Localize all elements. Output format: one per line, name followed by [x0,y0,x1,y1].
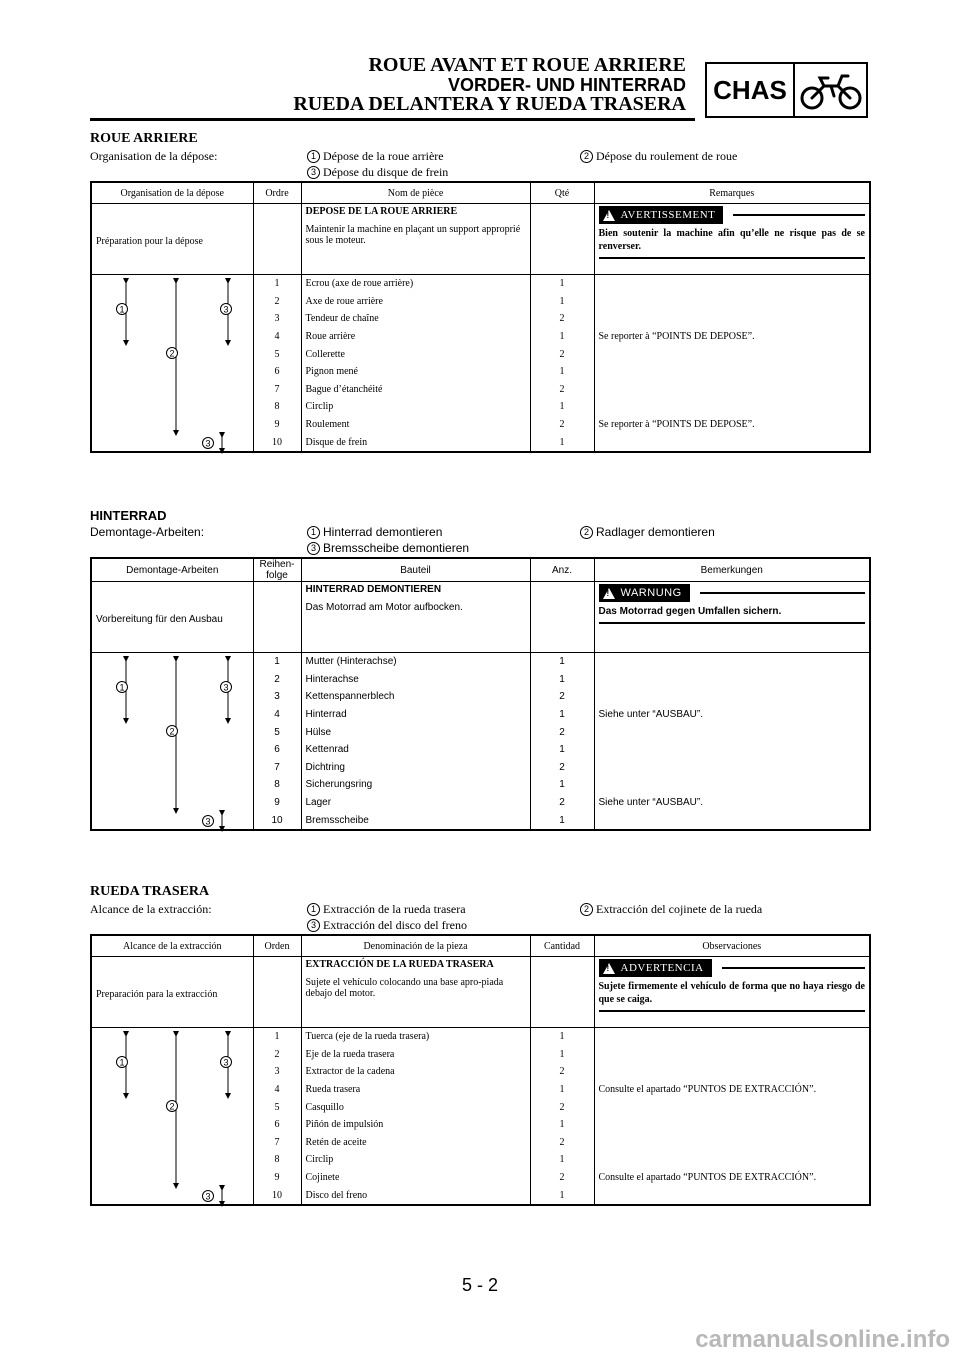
item-qty: 1 [530,1186,594,1205]
col-header: Qté [530,182,594,204]
step-marker-2-label: 2 [169,726,175,737]
item-qty: 2 [530,759,594,777]
item-qty: 1 [530,1081,594,1099]
scope-item-3: 3 Bremsscheibe demontieren [307,541,469,555]
col-header: Bemerkungen [594,558,870,582]
step-diagram [91,653,253,830]
prep-label: Vorbereitung für den Ausbau [91,582,253,653]
item-name: Bague d’étanchéité [301,381,530,399]
item-remark [594,723,870,741]
table-row [91,275,870,293]
prep-row [91,204,870,275]
item-remark [594,759,870,777]
item-qty: 1 [530,328,594,346]
item-order: 4 [253,706,301,724]
item-order: 10 [253,1186,301,1205]
item-order: 5 [253,1098,301,1116]
warning-cell [594,957,870,1028]
item-order: 4 [253,1081,301,1099]
scope-block [90,900,869,934]
col-header: Ordre [253,182,301,204]
item-order: 1 [253,653,301,671]
table-header [91,935,870,957]
prep-text: Maintenir la machine en plaçant un support approprié sous le moteur. [305,224,521,246]
item-name: Mutter (Hinterachse) [301,653,530,671]
item-order: 8 [253,776,301,794]
step-marker-2-label: 2 [169,1101,175,1112]
step-diagram [91,1028,253,1205]
step-marker-2-label: 2 [169,348,175,359]
table-row [91,1028,870,1046]
col-header: Reihen-folge [253,558,301,582]
parts-table [90,181,871,453]
step-marker-1-label: 1 [119,682,125,693]
item-name: Casquillo [301,1098,530,1116]
scope-item-2: 2 Radlager demontieren [580,525,715,539]
item-name: Axe de roue arrière [301,293,530,311]
item-qty: 1 [530,741,594,759]
page-number: 5 - 2 [461,1275,499,1295]
item-remark: Se reporter à “POINTS DE DEPOSE”. [594,416,870,434]
item-name: Pignon mené [301,363,530,381]
parts-table [90,934,871,1206]
item-name: Collerette [301,345,530,363]
scope-label: Demontage-Arbeiten: [90,525,205,539]
warning-text: Das Motorrad gegen Umfallen sichern. [599,605,866,624]
item-name: Bremsscheibe [301,811,530,830]
table-row [91,653,870,671]
item-order: 5 [253,345,301,363]
item-name: Retén de aceite [301,1134,530,1152]
section-title: HINTERRAD [90,508,167,523]
header-title-de: VORDER- UND HINTERRAD [448,75,686,95]
item-qty: 2 [530,310,594,328]
item-order: 8 [253,1151,301,1169]
item-order: 3 [253,688,301,706]
step-marker: 2 [580,526,593,539]
item-qty: 2 [530,1134,594,1152]
item-remark [594,653,870,671]
warning-icon [603,210,615,221]
item-remark [594,433,870,452]
step-marker: 3 [307,542,320,555]
item-qty: 1 [530,293,594,311]
item-order: 2 [253,293,301,311]
item-name: Hinterrad [301,706,530,724]
item-remark [594,1028,870,1046]
header-title-es: RUEDA DELANTERA Y RUEDA TRASERA [293,93,686,115]
item-remark [594,275,870,293]
item-name: Lager [301,794,530,812]
item-name: Circlip [301,398,530,416]
operation-title: DEPOSE DE LA ROUE ARRIERE [305,206,458,217]
prep-text: Das Motorrad am Motor aufbocken. [305,602,463,613]
item-rows [91,1028,870,1205]
item-name: Ecrou (axe de roue arrière) [301,275,530,293]
step-diagram [91,275,253,452]
item-remark [594,1116,870,1134]
item-order: 2 [253,1046,301,1064]
col-header: Remarques [594,182,870,204]
item-qty: 1 [530,706,594,724]
item-qty: 1 [530,1046,594,1064]
operation-title: EXTRACCIÓN DE LA RUEDA TRASERA [305,959,494,970]
item-qty: 2 [530,345,594,363]
prep-text: Sujete el vehículo colocando una base apro-piada debajo del motor. [305,977,504,999]
scope-label: Alcance de la extracción: [90,902,212,916]
item-remark [594,1134,870,1152]
item-name: Dichtring [301,759,530,777]
step-marker-3-label: 3 [223,304,229,315]
warning-box [599,584,866,624]
item-order: 1 [253,1028,301,1046]
scope-item-1: 1 Dépose de la roue arrière [307,149,444,164]
item-qty: 2 [530,1063,594,1081]
warning-cell [594,582,870,653]
prep-cell [301,582,530,653]
item-qty: 1 [530,776,594,794]
col-header: Demontage-Arbeiten [91,558,253,582]
item-order: 1 [253,275,301,293]
warning-text: Bien soutenir la machine afin qu’elle ne risque pas de se renverser. [599,227,866,259]
item-order: 10 [253,811,301,830]
item-remark [594,310,870,328]
item-remark [594,1186,870,1205]
item-order: 6 [253,741,301,759]
item-qty: 1 [530,1151,594,1169]
col-header: Nom de pièce [301,182,530,204]
item-name: Hinterachse [301,671,530,689]
item-remark [594,811,870,830]
header-title-fr: ROUE AVANT ET ROUE ARRIERE [368,54,686,76]
scope-item-3: 3 Dépose du disque de frein [307,165,448,180]
item-name: Piñón de impulsión [301,1116,530,1134]
col-header: Alcance de la extracción [91,935,253,957]
item-order: 10 [253,433,301,452]
item-name: Disque de frein [301,433,530,452]
col-header: Orden [253,935,301,957]
section-title: ROUE ARRIERE [90,131,198,146]
item-remark [594,776,870,794]
item-qty: 1 [530,275,594,293]
warning-box [599,959,866,1012]
item-remark: Se reporter à “POINTS DE DEPOSE”. [594,328,870,346]
scope-item-3: 3 Extracción del disco del freno [307,918,467,933]
item-remark [594,398,870,416]
table-header [91,182,870,204]
item-qty: 2 [530,381,594,399]
step-marker-3-disc-label: 3 [205,816,211,827]
col-header: Anz. [530,558,594,582]
item-name: Hülse [301,723,530,741]
item-order: 9 [253,1169,301,1187]
item-qty: 1 [530,671,594,689]
warning-icon [603,588,615,599]
step-marker: 2 [580,903,593,916]
item-remark: Consulte el apartado “PUNTOS DE EXTRACCIÓN”. [594,1081,870,1099]
warning-label: ADVERTENCIA [620,962,704,974]
item-remark [594,1046,870,1064]
section-es [90,884,869,1206]
item-order: 4 [253,328,301,346]
prep-label: Préparation pour la dépose [91,204,253,275]
item-name: Kettenrad [301,741,530,759]
step-marker: 1 [307,903,320,916]
item-remark [594,1063,870,1081]
item-order: 3 [253,310,301,328]
item-name: Extractor de la cadena [301,1063,530,1081]
item-order: 8 [253,398,301,416]
item-qty: 1 [530,363,594,381]
item-remark [594,1151,870,1169]
scope-block [90,147,869,181]
scope-block [90,523,869,557]
warning-icon [603,963,615,974]
step-marker: 1 [307,526,320,539]
col-header: Observaciones [594,935,870,957]
section-de [90,508,869,831]
item-remark [594,671,870,689]
item-qty: 1 [530,398,594,416]
scope-item-1: 1 Extracción de la rueda trasera [307,902,466,917]
prep-label: Preparación para la extracción [91,957,253,1028]
step-marker-3-disc-label: 3 [205,1191,211,1202]
prep-row [91,957,870,1028]
item-qty: 1 [530,1028,594,1046]
item-order: 5 [253,723,301,741]
item-qty: 1 [530,1116,594,1134]
item-rows [91,275,870,452]
parts-table [90,557,871,831]
col-header: Organisation de la dépose [91,182,253,204]
chapter-label: CHAS [707,64,795,116]
item-qty: 2 [530,794,594,812]
item-name: Eje de la rueda trasera [301,1046,530,1064]
warning-box [599,206,866,259]
operation-title: HINTERRAD DEMONTIEREN [305,584,442,595]
col-header: Bauteil [301,558,530,582]
item-qty: 1 [530,811,594,830]
warning-label: AVERTISSEMENT [620,209,716,221]
header-rule [90,118,695,121]
col-header: Cantidad [530,935,594,957]
item-name: Tuerca (eje de la rueda trasera) [301,1028,530,1046]
item-name: Roue arrière [301,328,530,346]
item-qty: 1 [530,433,594,452]
item-order: 3 [253,1063,301,1081]
item-remark [594,363,870,381]
item-name: Sicherungsring [301,776,530,794]
item-remark: Consulte el apartado “PUNTOS DE EXTRACCIÓN”. [594,1169,870,1187]
step-marker-3-disc-label: 3 [205,438,211,449]
prep-cell [301,204,530,275]
step-marker-1-label: 1 [119,304,125,315]
item-qty: 1 [530,653,594,671]
warning-cell [594,204,870,275]
step-marker-1-label: 1 [119,1057,125,1068]
item-order: 6 [253,363,301,381]
item-name: Rueda trasera [301,1081,530,1099]
scope-item-2: 2 Dépose du roulement de roue [580,149,737,164]
chapter-badge [705,62,868,118]
step-marker: 3 [307,919,320,932]
item-order: 9 [253,416,301,434]
item-remark [594,741,870,759]
scope-item-2: 2 Extracción del cojinete de la rueda [580,902,762,917]
item-name: Cojinete [301,1169,530,1187]
step-marker-3-label: 3 [223,1057,229,1068]
item-order: 7 [253,759,301,777]
item-name: Roulement [301,416,530,434]
scope-item-1: 1 Hinterrad demontieren [307,525,442,539]
item-order: 2 [253,671,301,689]
step-marker: 1 [307,150,320,163]
item-remark [594,381,870,399]
warning-text: Sujete firmemente el vehículo de forma que no haya riesgo de que se caiga. [599,980,866,1012]
col-header: Denominación de la pieza [301,935,530,957]
section-title: RUEDA TRASERA [90,884,210,899]
prep-row [91,582,870,653]
item-order: 6 [253,1116,301,1134]
watermark: carmanualsonline.info [695,1326,950,1353]
scope-label: Organisation de la dépose: [90,149,218,163]
item-remark [594,688,870,706]
prep-cell [301,957,530,1028]
item-qty: 2 [530,416,594,434]
item-name: Circlip [301,1151,530,1169]
step-marker: 3 [307,166,320,179]
item-remark [594,345,870,363]
item-order: 9 [253,794,301,812]
item-qty: 2 [530,723,594,741]
step-marker-3-label: 3 [223,682,229,693]
item-remark [594,293,870,311]
motorcycle-icon [795,64,866,116]
item-order: 7 [253,381,301,399]
item-name: Disco del freno [301,1186,530,1205]
item-qty: 2 [530,1169,594,1187]
table-header [91,558,870,582]
item-remark: Siehe unter “AUSBAU”. [594,706,870,724]
item-qty: 2 [530,688,594,706]
section-fr [90,131,869,453]
item-qty: 2 [530,1098,594,1116]
item-rows [91,653,870,830]
step-marker: 2 [580,150,593,163]
item-remark: Siehe unter “AUSBAU”. [594,794,870,812]
item-order: 7 [253,1134,301,1152]
warning-label: WARNUNG [620,587,682,599]
item-remark [594,1098,870,1116]
item-name: Kettenspannerblech [301,688,530,706]
item-name: Tendeur de chaîne [301,310,530,328]
